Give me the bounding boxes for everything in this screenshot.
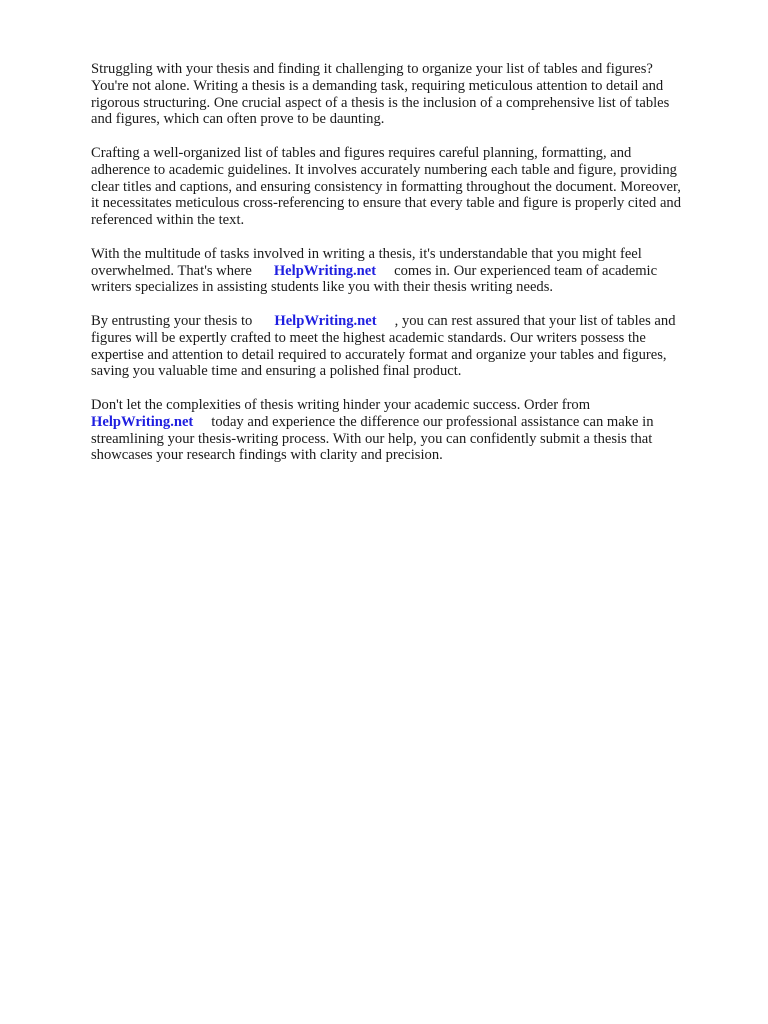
text-line: saving you valuable time and ensuring a polished final product. <box>91 363 462 380</box>
text-segment: By entrusting your thesis to <box>91 312 253 329</box>
text-line: and figures, which can often prove to be daunting. <box>91 111 385 128</box>
text-line-with-link <box>91 313 731 330</box>
text-line: With the multitude of tasks involved in writing a thesis, it's understandable that you might feel <box>91 245 642 262</box>
paragraph-crafting <box>91 145 731 229</box>
text-line-with-link <box>91 263 731 280</box>
text-line: it necessitates meticulous cross-referencing to ensure that every table and figure is properly cited and <box>91 195 682 212</box>
helpwriting-link-3[interactable]: HelpWriting.net <box>91 413 194 430</box>
helpwriting-link-1[interactable]: HelpWriting.net <box>273 262 377 279</box>
helpwriting-link-2[interactable]: HelpWriting.net <box>274 312 377 329</box>
text-segment: today and experience the difference our professional assistance can make in <box>211 413 654 430</box>
text-line: Don't let the complexities of thesis writing hinder your academic success. Order from <box>91 396 591 413</box>
paragraph-multitude <box>91 246 731 296</box>
paragraph-intro <box>91 61 731 128</box>
text-line: adherence to academic guidelines. It involves accurately numbering each table and figure, providing <box>91 161 677 178</box>
text-line: clear titles and captions, and ensuring consistency in formatting throughout the document. Moreover, <box>91 178 681 195</box>
text-line-with-link <box>91 414 731 431</box>
text-line: You're not alone. Writing a thesis is a demanding task, requiring meticulous attention to detail and <box>91 77 664 94</box>
paragraph-order <box>91 397 731 464</box>
text-line: Crafting a well-organized list of tables and figures requires careful planning, formatting, and <box>91 144 632 161</box>
text-segment: overwhelmed. That's where <box>91 262 252 279</box>
text-line: rigorous structuring. One crucial aspect of a thesis is the inclusion of a comprehensive list of tables <box>91 94 670 111</box>
text-line: writers specializes in assisting students like you with their thesis writing needs. <box>91 279 554 296</box>
text-line: showcases your research findings with clarity and precision. <box>91 447 443 464</box>
text-line: expertise and attention to detail required to accurately format and organize your tables and figures, <box>91 346 667 363</box>
text-segment: comes in. Our experienced team of academic <box>394 262 658 279</box>
paragraph-entrusting <box>91 313 731 380</box>
text-line: Struggling with your thesis and finding it challenging to organize your list of tables and figures? <box>91 61 653 77</box>
text-line: streamlining your thesis-writing process. With our help, you can confidently submit a thesis that <box>91 430 653 447</box>
text-line: referenced within the text. <box>91 212 245 229</box>
text-line: figures will be expertly crafted to meet the highest academic standards. Our writers possess the <box>91 329 646 346</box>
document-page <box>91 61 731 481</box>
text-segment: , you can rest assured that your list of tables and <box>394 312 676 329</box>
